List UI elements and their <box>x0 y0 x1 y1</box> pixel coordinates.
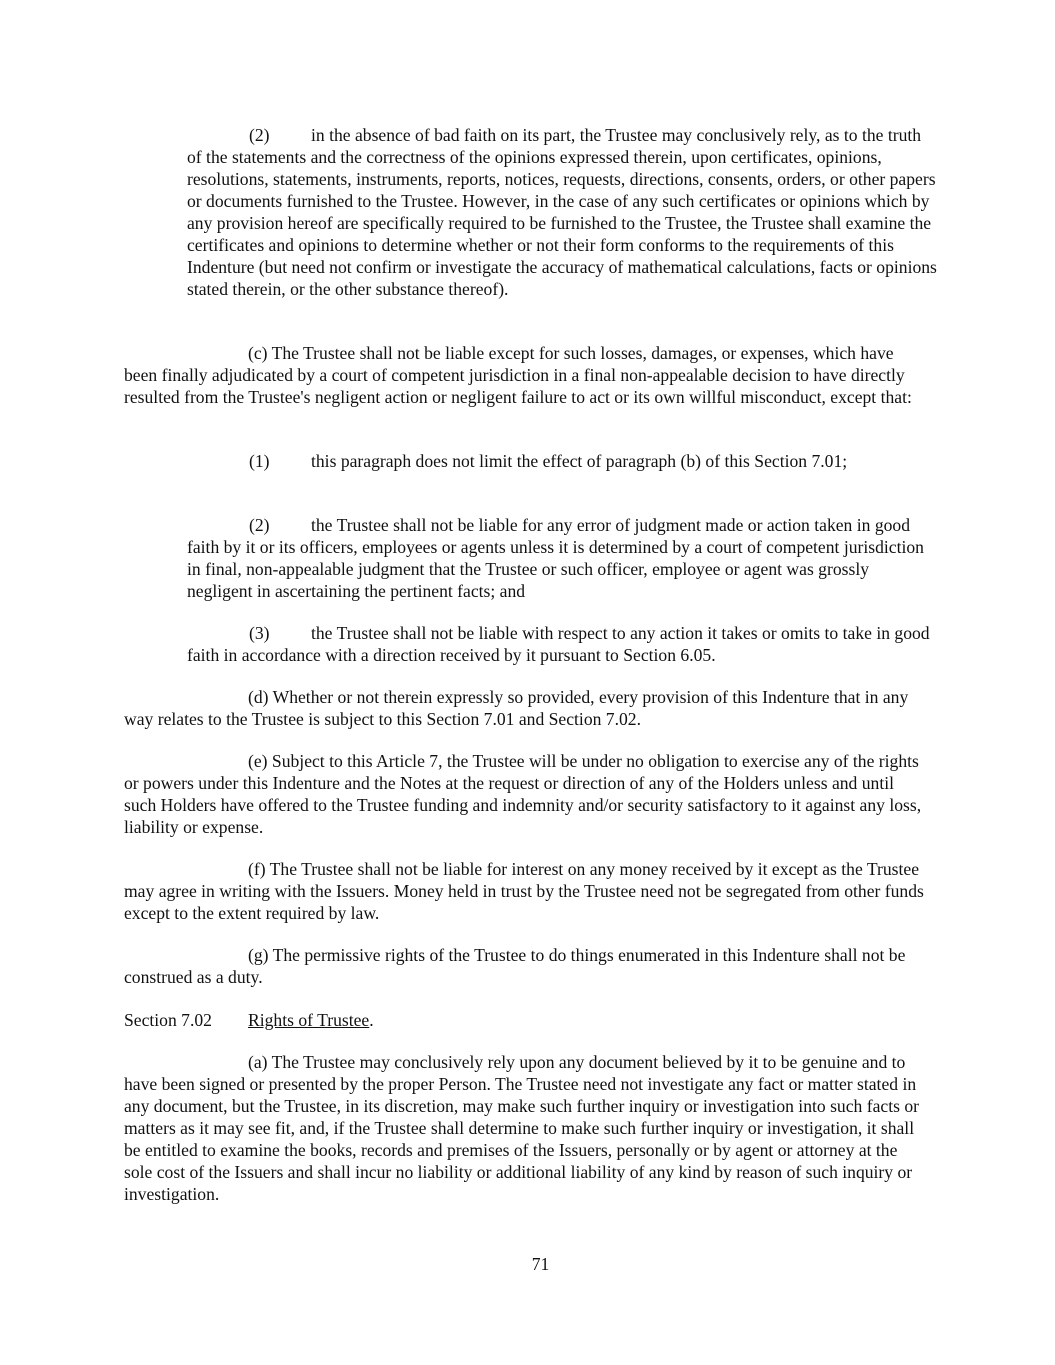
subparagraph-number: (3) <box>249 623 270 643</box>
paragraph-e <box>124 750 924 838</box>
section-number: Section 7.02 <box>124 1010 212 1030</box>
subparagraph-text: this paragraph does not limit the effect of paragraph (b) of this Section 7.01; <box>311 451 848 471</box>
page-number: 71 <box>531 1254 550 1274</box>
paragraph-7-02-a <box>124 1051 924 1205</box>
paragraph-g <box>124 944 924 988</box>
section-heading <box>124 1009 924 1031</box>
section-title: Rights of Trustee <box>248 1010 370 1030</box>
subparagraph-b2 <box>187 124 937 300</box>
subparagraph-c2 <box>187 514 937 602</box>
subparagraph-text: the Trustee shall not be liable for any error of judgment made or action taken in good faith by it or its officers, employees or agents unless it is determined by a court of competent jurisdiction in final, non-appealable judgment that the Trustee or such officer, employee or agent was grossly negligent in ascertaining the pertinent facts; and <box>187 515 924 601</box>
paragraph-text: (g) The permissive rights of the Trustee to do things enumerated in this Indenture shall not be construed as a duty. <box>124 945 906 987</box>
subparagraph-text: in the absence of bad faith on its part, the Trustee may conclusively rely, as to the truth of the statements and the correctness of the opinions expressed therein, upon certificates, opinions, resolutions, statements, instruments, reports, notices, requests, directions, consents, orders, or other papers or documents furnished to the Trustee. However, in the case of any such certificates or opinions which by any provision hereof are specifically required to be furnished to the Trustee, the Trustee shall examine the certificates and opinions to determine whether or not their form conforms to the requirements of this Indenture (but need not confirm or investigate the accuracy of mathematical calculations, facts or opinions stated therein, or the other substance thereof). <box>187 125 937 299</box>
paragraph-text: (e) Subject to this Article 7, the Trustee will be under no obligation to exercise any of the rights or powers under this Indenture and the Notes at the request or direction of any of the Holders unless and until such Holders have offered to the Trustee funding and indemnity and/or security satisfactory to it against any loss, liability or expense. <box>124 751 922 837</box>
paragraph-text: (d) Whether or not therein expressly so provided, every provision of this Indenture that in any way relates to the Trustee is subject to this Section 7.01 and Section 7.02. <box>124 687 909 729</box>
subparagraph-number: (2) <box>249 515 270 535</box>
paragraph-d <box>124 686 924 730</box>
subparagraph-c1 <box>187 450 937 472</box>
paragraph-text: (c) The Trustee shall not be liable except for such losses, damages, or expenses, which have been finally adjudicated by a court of competent jurisdiction in a final non-appealable decision to have directly resulted from the Trustee's negligent action or negligent failure to act or its own willful misconduct, except that: <box>124 343 912 407</box>
subparagraph-number: (2) <box>249 125 270 145</box>
paragraph-f <box>124 858 924 924</box>
paragraph-c <box>124 342 924 408</box>
paragraph-text: (f) The Trustee shall not be liable for interest on any money received by it except as the Trustee may agree in writing with the Issuers. Money held in trust by the Trustee need not be segregated from other funds except to the extent required by law. <box>124 859 924 923</box>
subparagraph-c3 <box>187 622 937 666</box>
subparagraph-number: (1) <box>249 451 270 471</box>
section-title-period: . <box>369 1010 374 1030</box>
paragraph-text: (a) The Trustee may conclusively rely upon any document believed by it to be genuine and to have been signed or presented by the proper Person. The Trustee need not investigate any fact or matter stated in any document, but the Trustee, in its discretion, may make such further inquiry or investigation into such facts or matters as it may see fit, and, if the Trustee shall determine to make such further inquiry or investigation, it shall be entitled to examine the books, records and premises of the Issuers, personally or by agent or attorney at the sole cost of the Issuers and shall incur no liability or additional liability of any kind by reason of such inquiry or investigation. <box>124 1052 919 1204</box>
subparagraph-text: the Trustee shall not be liable with respect to any action it takes or omits to take in good faith in accordance with a direction received by it pursuant to Section 6.05. <box>187 623 930 665</box>
